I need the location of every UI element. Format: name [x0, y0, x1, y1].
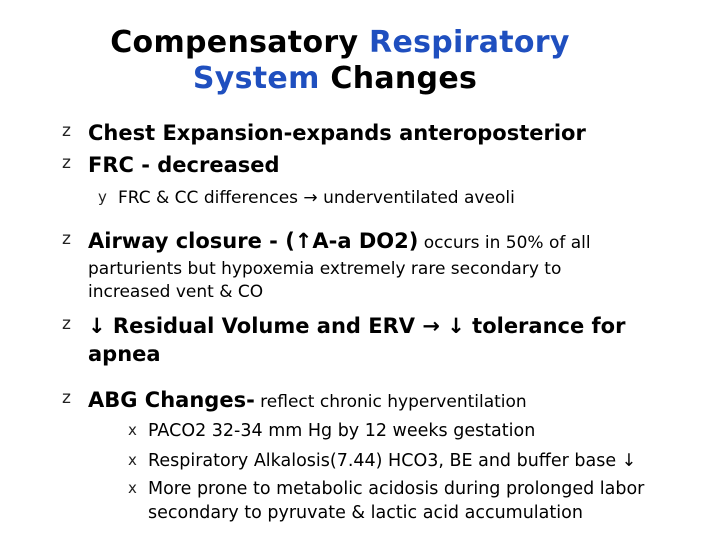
bullet-z-icon: z: [62, 314, 71, 334]
bullet-z-icon: z: [62, 153, 71, 173]
bullet-text: Chest Expansion-expands anteroposterior: [88, 121, 586, 145]
bullet-y-icon: y: [98, 188, 107, 206]
bullet-z-icon: z: [62, 229, 71, 249]
sub-bullet-text: More prone to metabolic acidosis during prolonged labor: [148, 479, 645, 499]
bullet-text: ↓ Residual Volume and ERV → ↓ tolerance for: [88, 314, 626, 338]
title-text-accent: Respiratory: [369, 25, 570, 60]
bullet-text-tail: occurs in 50% of all: [418, 233, 591, 253]
sub-bullet-text: Respiratory Alkalosis(7.44) HCO3, BE and buffer base ↓: [148, 451, 637, 471]
sub-bullet-text: FRC & CC differences → underventilated aveoli: [118, 188, 515, 208]
bullet-text: FRC - decreased: [88, 153, 280, 177]
sub-bullet-text: PACO2 32-34 mm Hg by 12 weeks gestation: [148, 421, 536, 441]
bullet-x-icon: x: [128, 451, 137, 469]
bullet-text-wrap: [88, 229, 591, 253]
bullet-text-tail: reflect chronic hyperventilation: [254, 392, 527, 412]
bullet-x-icon: x: [128, 479, 137, 497]
title-text-accent-2: System: [192, 61, 320, 96]
slide-title-line1: [0, 24, 700, 62]
bullet-text-bold: Airway closure - (↑A-a DO2): [88, 229, 419, 253]
bullet-x-icon: x: [128, 421, 137, 439]
bullet-continuation: parturients but hypoxemia extremely rare secondary to: [88, 259, 562, 279]
title-text-plain: Compensatory: [110, 25, 370, 60]
bullet-z-icon: z: [62, 121, 71, 141]
slide-title-line2: [0, 60, 695, 98]
bullet-z-icon: z: [62, 388, 71, 408]
bullet-continuation: increased vent & CO: [88, 282, 264, 302]
bullet-continuation: apnea: [88, 342, 161, 366]
bullet-text-bold: ABG Changes-: [88, 388, 255, 412]
title-text-plain-2: Changes: [319, 61, 478, 96]
bullet-text-wrap: [88, 388, 527, 412]
sub-bullet-continuation: secondary to pyruvate & lactic acid accumulation: [148, 503, 583, 523]
